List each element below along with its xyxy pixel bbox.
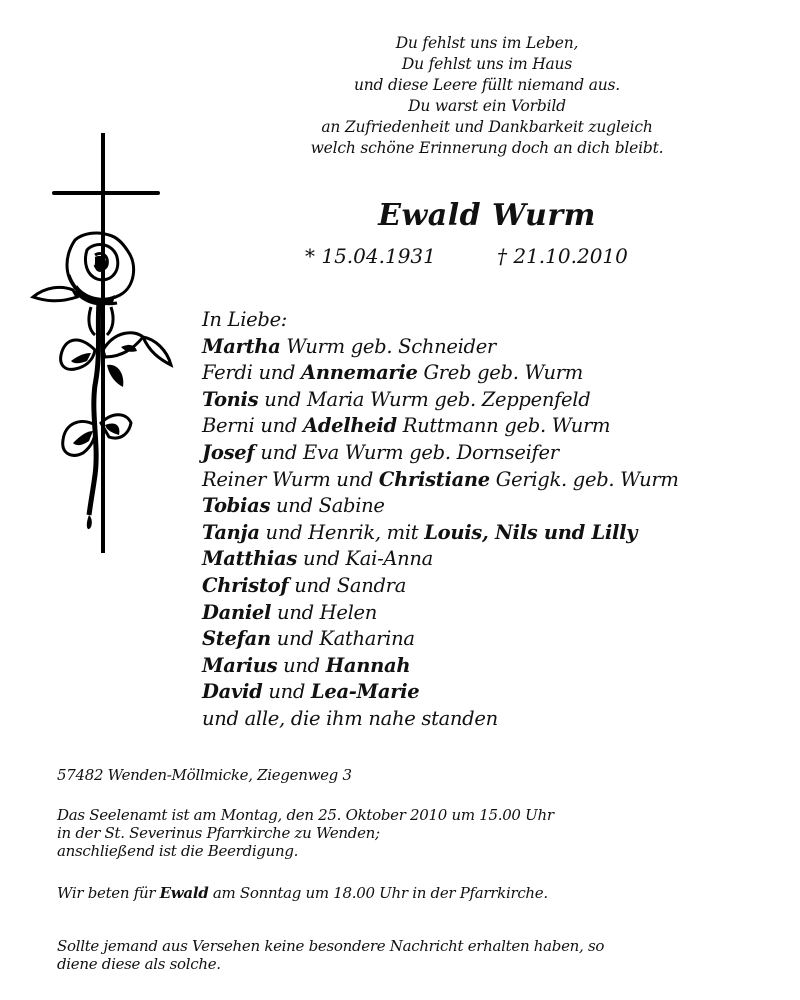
mourner-text: und Helen [271, 600, 378, 624]
mourner-name: Stefan [202, 627, 271, 651]
birth-date: * 15.04.1931 [305, 244, 436, 268]
deceased-name: Ewald Wurm [378, 198, 596, 233]
mourner-text: und alle, die ihm nahe standen [202, 706, 498, 730]
mourner-text: Wurm geb. Schneider [280, 334, 496, 358]
mourner-name: David [202, 680, 263, 704]
mourner-line [202, 467, 679, 494]
mourner-line [202, 440, 679, 467]
mourner-line [202, 653, 679, 680]
mourner-line [202, 626, 679, 653]
poem-line: an Zufriedenheit und Dankbarkeit zugleich [321, 118, 653, 136]
mourner-text: Berni und [202, 414, 303, 438]
mourner-text: Greb geb. Wurm [417, 361, 583, 385]
mourner-line [202, 706, 679, 733]
mourner-name: Adelheid [302, 414, 397, 438]
mourner-text: und Katharina [270, 627, 415, 651]
poem-line: welch schöne Erinnerung doch an dich bleibt. [310, 139, 664, 157]
service-line: Das Seelenamt ist am Montag, den 25. Oktober 2010 um 15.00 Uhr [57, 806, 554, 824]
notice [57, 937, 604, 973]
prayer-text-before: Wir beten für [57, 884, 160, 902]
mourner-text: Gerigk. geb. Wurm [489, 467, 679, 491]
mourners-intro: In Liebe: [202, 308, 288, 331]
mourner-line [202, 546, 679, 573]
mourner-name: Annemarie [301, 361, 418, 385]
mourner-name: Christof [202, 573, 289, 597]
mourner-name: Tonis [202, 387, 259, 411]
mourner-text: Ruttmann geb. Wurm [396, 414, 611, 438]
mourner-line [202, 493, 679, 520]
mourner-line [202, 573, 679, 600]
mourner-line [202, 387, 679, 414]
memorial-poem [270, 33, 704, 159]
mourner-name: Daniel [202, 600, 272, 624]
mourner-line [202, 413, 679, 440]
mourner-line [202, 600, 679, 627]
mourner-name: Hannah [325, 653, 411, 677]
mourner-name: Tobias [202, 494, 271, 518]
mourner-text: und [277, 653, 326, 677]
mourner-text: und Henrik, mit [259, 520, 425, 544]
mourner-name: Christiane [378, 467, 490, 491]
mourner-text: und Eva Wurm geb. Dornseifer [254, 440, 559, 464]
death-date: † 21.10.2010 [497, 244, 628, 268]
mourner-text: und Maria Wurm geb. Zeppenfeld [258, 387, 591, 411]
mourner-text: und [262, 680, 311, 704]
notice-line: diene diese als solche. [57, 955, 221, 973]
mourner-name: Matthias [202, 547, 298, 571]
mourner-line [202, 334, 679, 361]
mourner-name: Josef [202, 440, 255, 464]
mourner-line [202, 679, 679, 706]
mourner-name: Louis, Nils und Lilly [424, 520, 638, 544]
address: 57482 Wenden-Möllmicke, Ziegenweg 3 [57, 766, 352, 784]
prayer-info [57, 884, 548, 902]
poem-line: Du warst ein Vorbild [408, 97, 566, 115]
notice-line: Sollte jemand aus Versehen keine besondere Nachricht erhalten haben, so [57, 937, 605, 955]
mourner-text: Reiner Wurm und [202, 467, 379, 491]
mourner-text: und Sabine [270, 494, 385, 518]
mourner-name: Marius [202, 653, 278, 677]
mourners-list [202, 307, 679, 733]
prayer-text-after: am Sonntag um 18.00 Uhr in der Pfarrkirche. [208, 884, 548, 902]
mourner-line [202, 360, 679, 387]
mourner-line [202, 520, 679, 547]
mourner-name: Lea-Marie [310, 680, 420, 704]
poem-line: Du fehlst uns im Leben, [395, 34, 579, 52]
prayer-name: Ewald [159, 884, 209, 902]
cross-with-rose-icon [25, 125, 195, 565]
service-line: in der St. Severinus Pfarrkirche zu Wenden; [57, 824, 380, 842]
poem-line: Du fehlst uns im Haus [401, 55, 573, 73]
mourner-text: und Kai-Anna [297, 547, 433, 571]
service-line: anschließend ist die Beerdigung. [57, 842, 299, 860]
funeral-service-info [57, 806, 554, 860]
mourner-text: Ferdi und [202, 361, 302, 385]
mourner-text: und Sandra [288, 573, 407, 597]
poem-line: und diese Leere füllt niemand aus. [353, 76, 621, 94]
mourner-name: Martha [202, 334, 281, 358]
mourner-name: Tanja [202, 520, 260, 544]
